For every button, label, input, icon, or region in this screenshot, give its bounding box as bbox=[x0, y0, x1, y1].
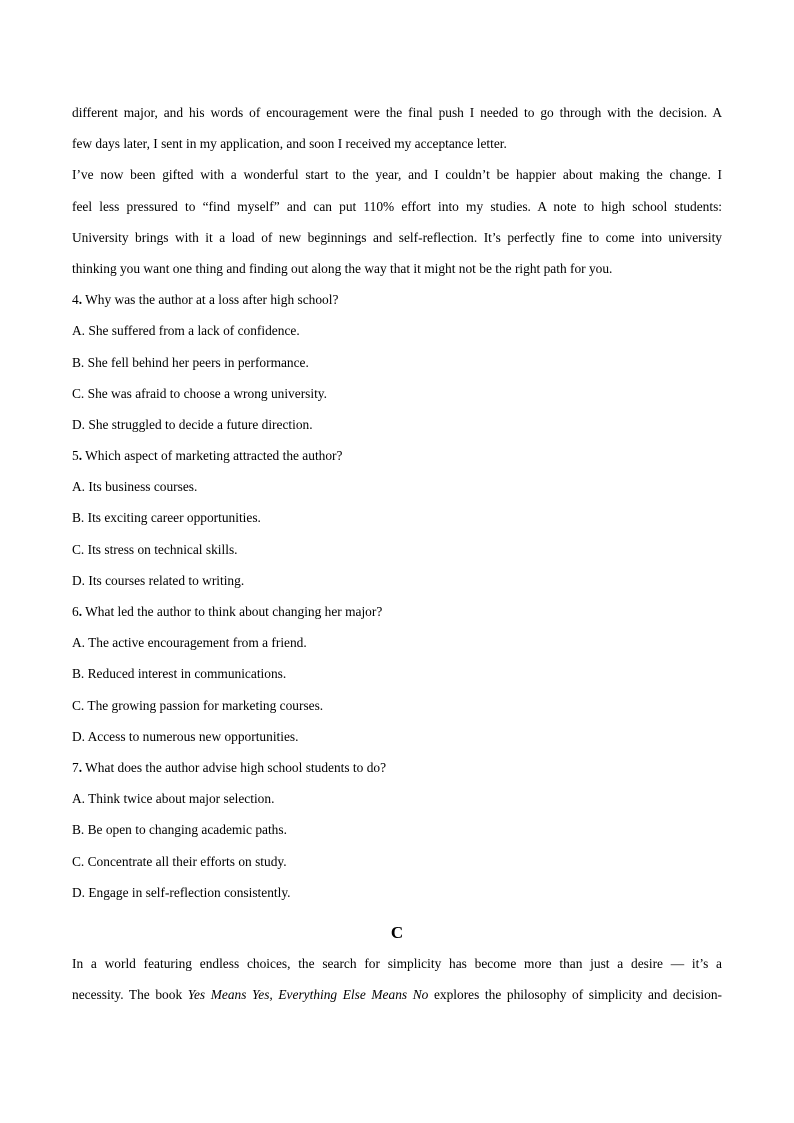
paragraph-line: In a world featuring endless choices, the search for simplicity has become more than just a desire — it’s a bbox=[72, 955, 722, 971]
question-6 bbox=[72, 599, 722, 755]
paragraph-line: different major, and his words of encouragement were the final push I needed to go through with the decision. A bbox=[72, 105, 722, 120]
paragraph-line bbox=[72, 982, 722, 1013]
question-stem: 4. Why was the author at a loss after high school? bbox=[72, 292, 339, 308]
passage-c bbox=[72, 951, 722, 1013]
text-run: necessity. The book bbox=[72, 987, 188, 1003]
question-text: Which aspect of marketing attracted the author? bbox=[85, 448, 343, 464]
answer-option: C. The growing passion for marketing courses. bbox=[72, 697, 324, 713]
answer-option: B. Be open to changing academic paths. bbox=[72, 822, 287, 838]
paragraph-line: feel less pressured to “find myself” and can put 110% effort into my studies. A note to high school students: bbox=[72, 198, 722, 214]
question-stem: 5. Which aspect of marketing attracted the author? bbox=[72, 448, 343, 464]
question-number: 7 bbox=[72, 759, 79, 775]
answer-option: C. She was afraid to choose a wrong university. bbox=[72, 385, 327, 401]
answer-option: A. Its business courses. bbox=[72, 479, 198, 495]
question-number: 5 bbox=[72, 448, 79, 464]
answer-option: D. Its courses related to writing. bbox=[72, 572, 245, 588]
answer-option: B. She fell behind her peers in performance. bbox=[72, 354, 309, 370]
answer-option: B. Reduced interest in communications. bbox=[72, 666, 287, 682]
question-text: What does the author advise high school students to do? bbox=[85, 759, 387, 775]
answer-option: C. Concentrate all their efforts on study. bbox=[72, 853, 287, 869]
paragraph-line: few days later, I sent in my application, and soon I received my acceptance letter. bbox=[72, 136, 507, 152]
section-heading-c: C bbox=[390, 922, 404, 942]
answer-option: D. She struggled to decide a future direction. bbox=[72, 416, 313, 432]
answer-option: D. Engage in self-reflection consistently. bbox=[72, 884, 291, 900]
answer-option: B. Its exciting career opportunities. bbox=[72, 510, 261, 526]
question-5 bbox=[72, 443, 722, 599]
answer-option: D. Access to numerous new opportunities. bbox=[72, 728, 299, 744]
passage-b-continuation bbox=[72, 100, 722, 287]
question-number: 6 bbox=[72, 604, 79, 619]
text-run: explores the philosophy of simplicity and decision- bbox=[428, 987, 722, 1003]
paragraph-line: thinking you want one thing and finding out along the way that it might not be the right path for you. bbox=[72, 260, 613, 276]
question-text: What led the author to think about changing her major? bbox=[85, 604, 383, 619]
question-stem: 6. What led the author to think about changing her major? bbox=[72, 604, 383, 619]
document-page bbox=[72, 100, 722, 1013]
paragraph-line: University brings with it a load of new beginnings and self-reflection. It’s perfectly fine to come into university bbox=[72, 229, 722, 245]
answer-option: A. Think twice about major selection. bbox=[72, 791, 275, 807]
answer-option: A. The active encouragement from a friend. bbox=[72, 635, 307, 651]
paragraph-line: I’ve now been gifted with a wonderful start to the year, and I couldn’t be happier about making the change. I bbox=[72, 167, 722, 183]
question-4 bbox=[72, 287, 722, 443]
question-text: Why was the author at a loss after high school? bbox=[85, 292, 339, 308]
book-title: Yes Means Yes, Everything Else Means No bbox=[187, 987, 429, 1003]
answer-option: A. She suffered from a lack of confidence. bbox=[72, 323, 300, 339]
answer-option: C. Its stress on technical skills. bbox=[72, 541, 238, 557]
question-7 bbox=[72, 755, 722, 911]
question-number: 4 bbox=[72, 292, 79, 308]
question-stem: 7. What does the author advise high school students to do? bbox=[72, 759, 387, 775]
